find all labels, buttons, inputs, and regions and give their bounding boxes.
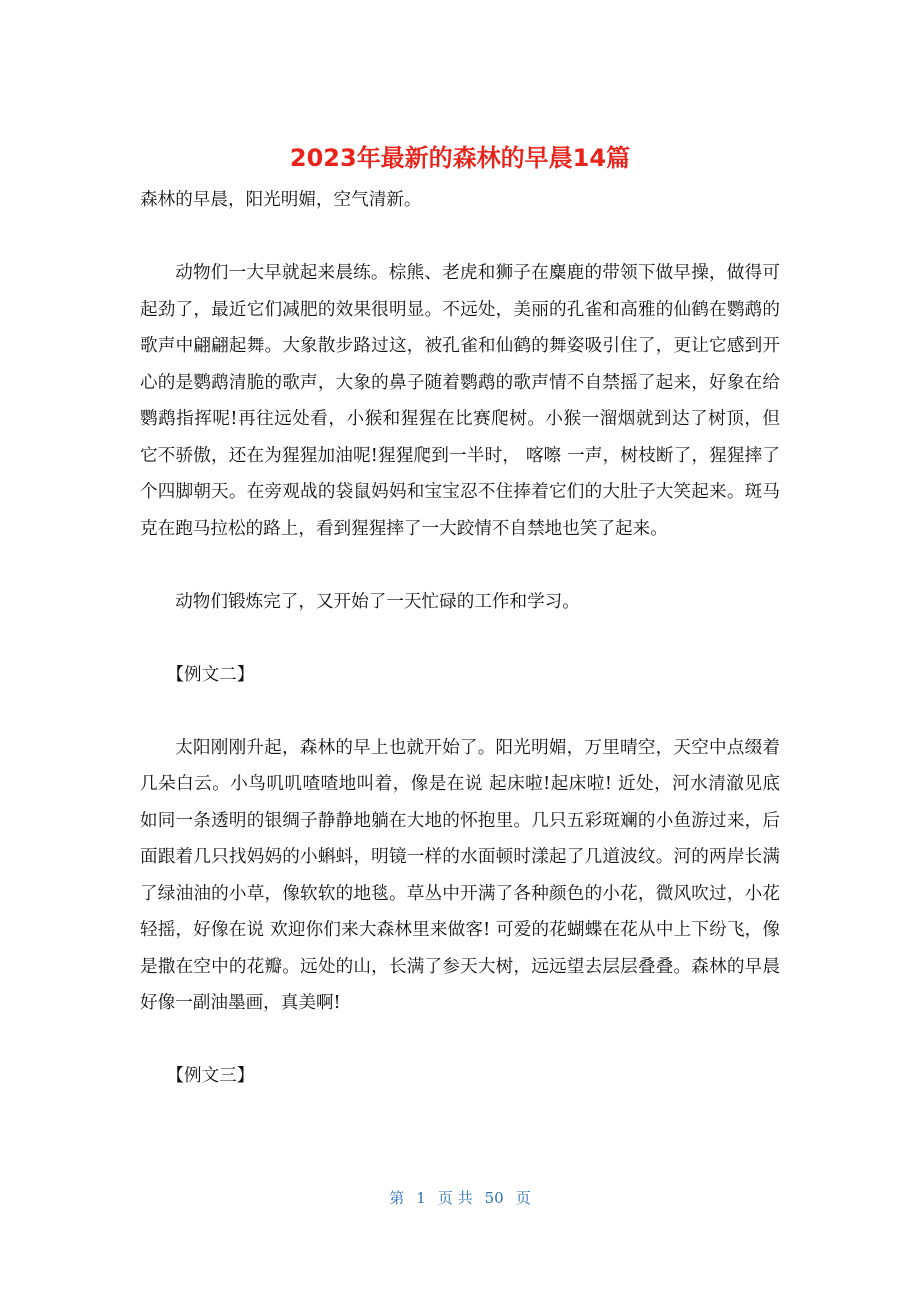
document-title: 2023年最新的森林的早晨14篇 <box>289 144 631 172</box>
page-number-footer <box>0 1184 920 1212</box>
paragraph-sunrise: 太阳刚刚升起，森林的早上也就开始了。阳光明媚，万里晴空，天空中点缀着几朵白云。小鸟叽叽喳喳地叫着，像是在说 起床啦!起床啦! 近处，河水清澈见底如同一条透明的银绸子静静地躺在大地的怀抱里。几只五彩斑斓的小鱼游过来，后面跟着几只找妈妈的小蝌蚪，明镜一样的水面顿时漾起了几道波纹。河的两岸长满了绿油油的小草，像软软的地毯。草丛中开满了各种颜色的小花，微风吹过，小花轻摇，好像在说 欢迎你们来大森林里来做客! 可爱的花蝴蝶在花从中上下纷飞，像是撒在空中的花瓣。远处的山，长满了参天大树，远远望去层层叠叠。森林的早晨好像一副油墨画，真美啊! <box>140 737 780 1013</box>
paragraph-animals-exercise: 动物们一大早就起来晨练。棕熊、老虎和狮子在麋鹿的带领下做早操，做得可起劲了，最近它们减肥的效果很明显。不远处，美丽的孔雀和高雅的仙鹤在鹦鹉的歌声中翩翩起舞。大象散步路过这，被孔雀和仙鹤的舞姿吸引住了，更让它感到开心的是鹦鹉清脆的歌声，大象的鼻子随着鹦鹉的歌声情不自禁摇了起来，好象在给鹦鹉指挥呢!再往远处看，小猴和猩猩在比赛爬树。小猴一溜烟就到达了树顶，但它不骄傲，还在为猩猩加油呢!猩猩爬到一半时， 喀嚓 一声，树枝断了，猩猩摔了个四脚朝天。在旁观战的袋鼠妈妈和宝宝忍不住捧着它们的大肚子大笑起来。斑马克在跑马拉松的路上，看到猩猩摔了一大跤情不自禁地也笑了起来。 <box>140 263 780 539</box>
paragraph-animals-finish: 动物们锻炼完了，又开始了一天忙碌的工作和学习。 <box>175 591 580 612</box>
current-page-number: 1 <box>416 1189 426 1207</box>
total-pages-number: 50 <box>484 1189 504 1207</box>
document-body <box>140 182 780 1095</box>
section-heading-example-two: 【例文二】 <box>166 664 255 685</box>
page-label-middle: 页 共 <box>437 1189 473 1207</box>
paragraph-intro: 森林的早晨，阳光明媚，空气清新。 <box>140 190 422 210</box>
section-heading-example-three: 【例文三】 <box>166 1066 255 1086</box>
page-label-prefix: 第 <box>389 1189 405 1207</box>
page-label-suffix: 页 <box>515 1189 531 1207</box>
